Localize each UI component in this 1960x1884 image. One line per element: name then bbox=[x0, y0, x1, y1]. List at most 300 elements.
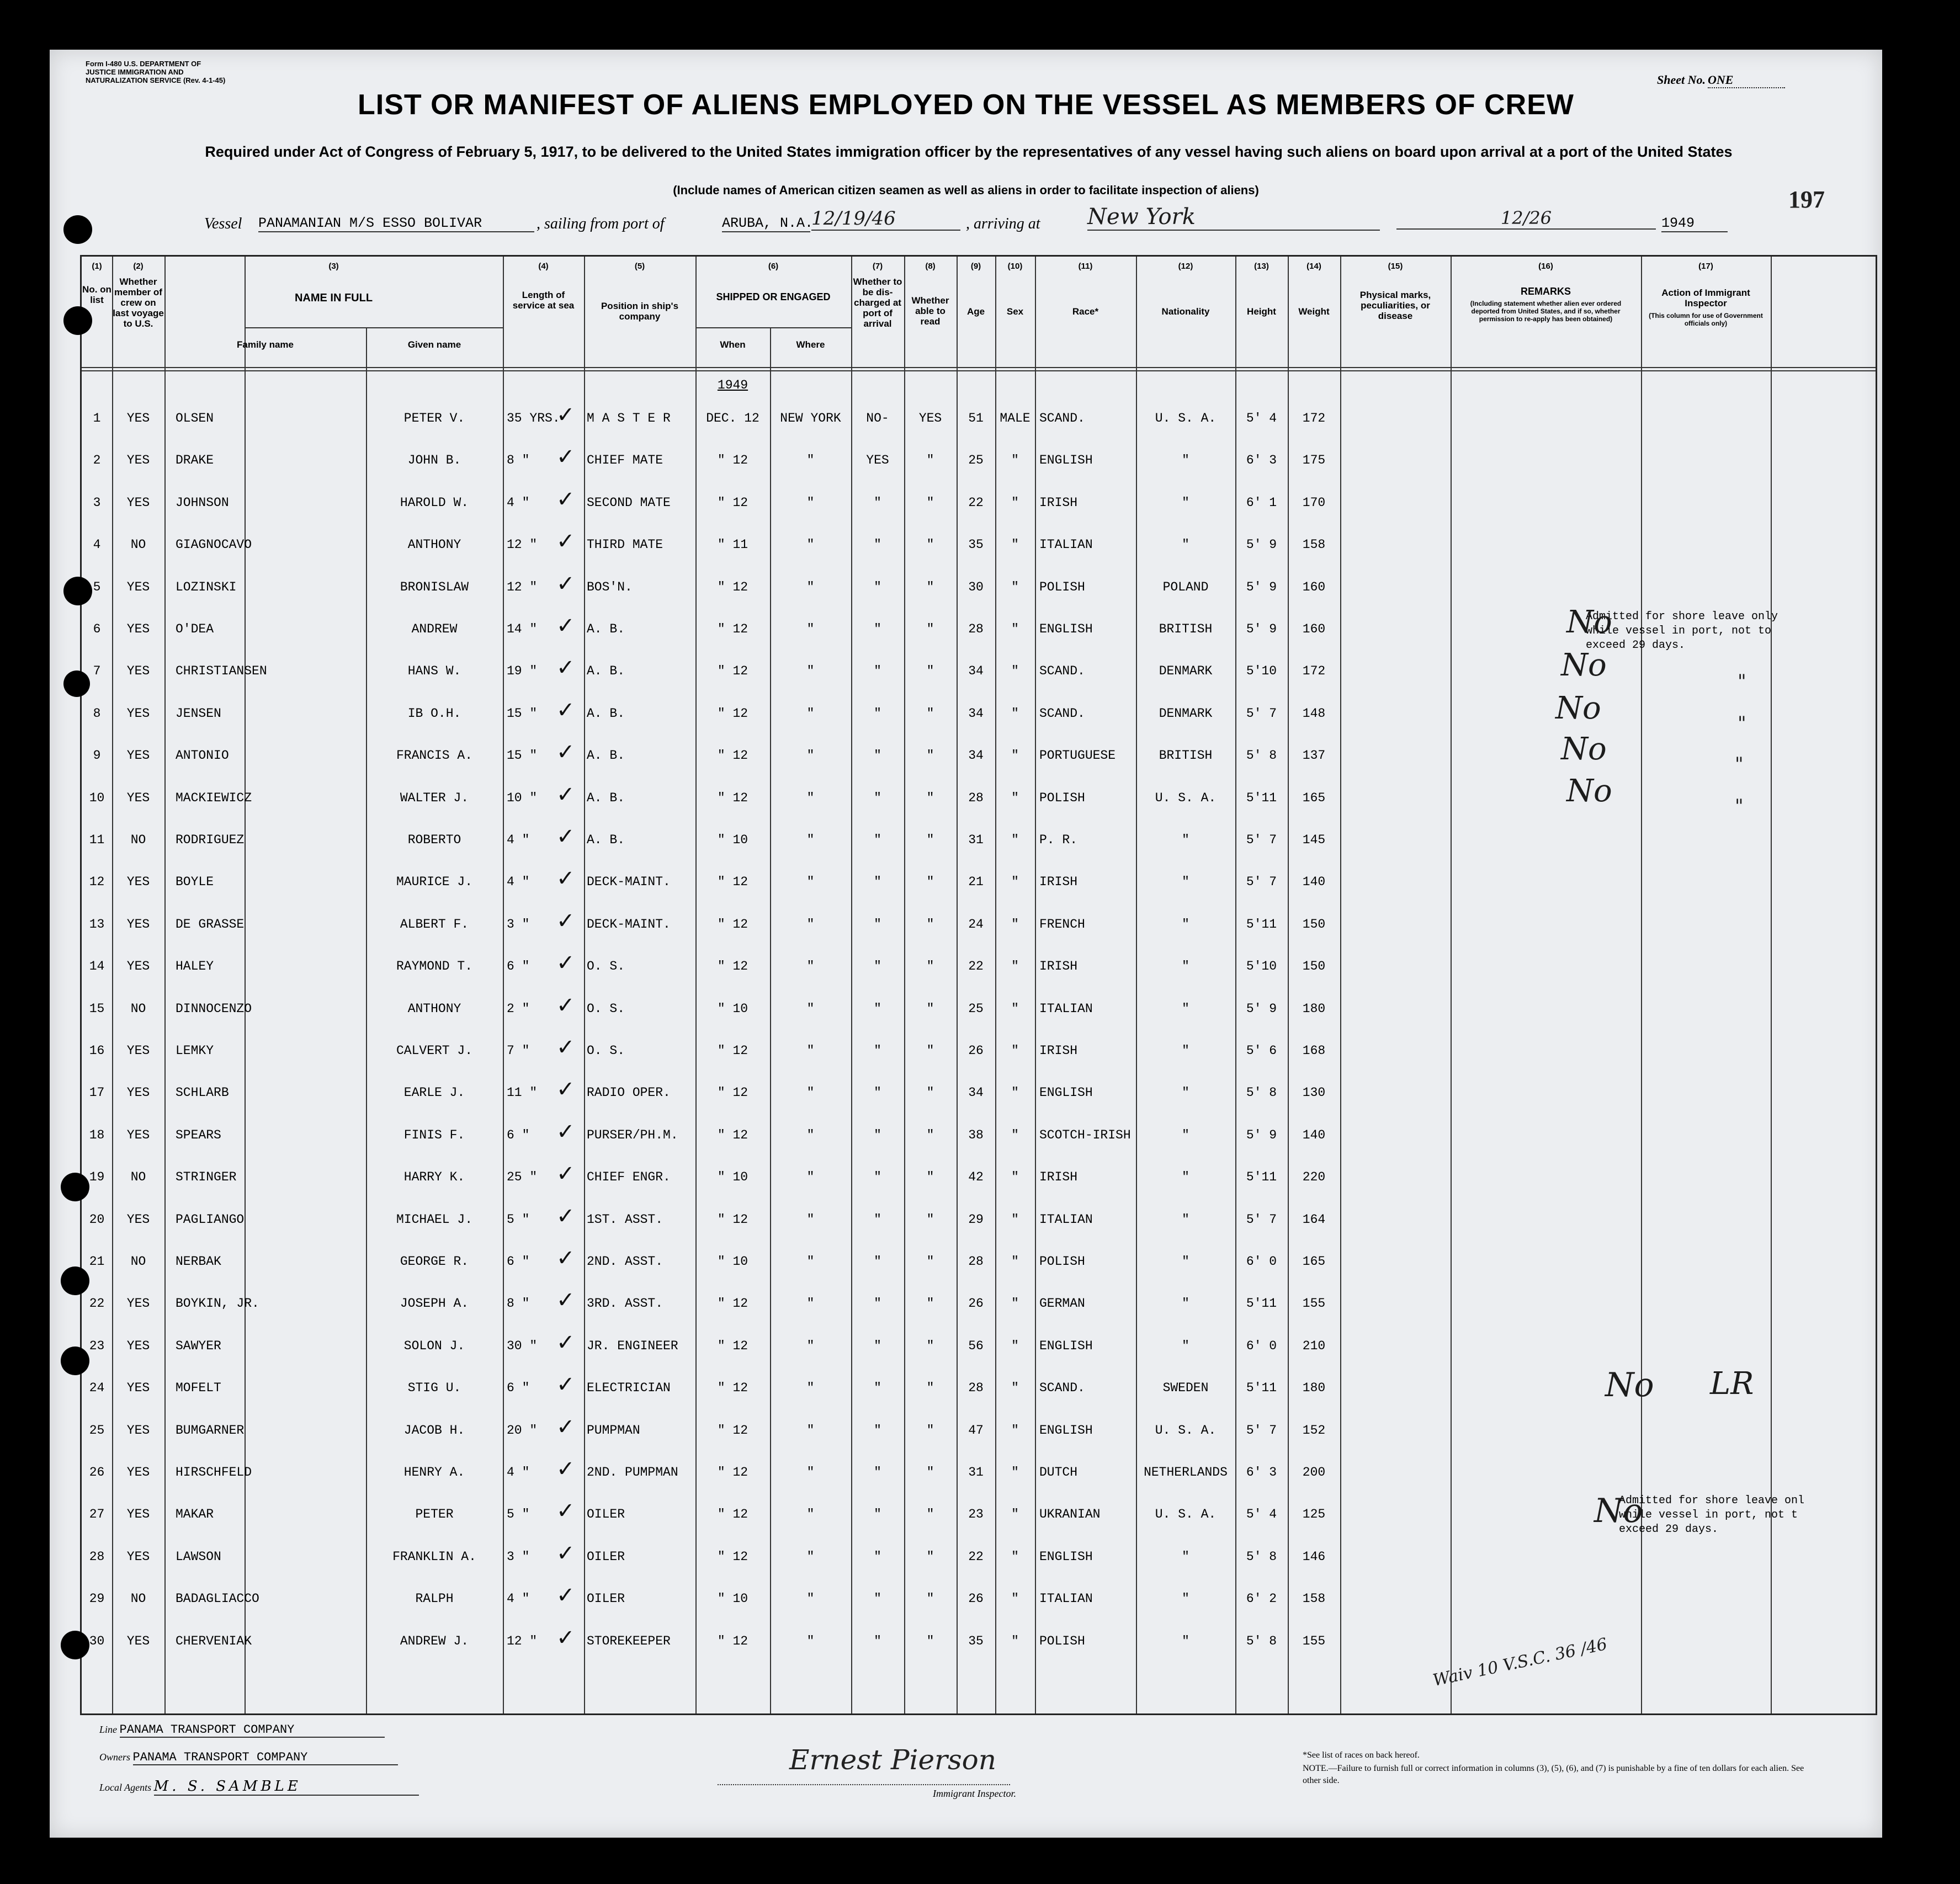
cell-no: 26 bbox=[89, 1465, 105, 1479]
cell-given: GEORGE R. bbox=[400, 1254, 469, 1269]
cell-no: 11 bbox=[89, 833, 105, 847]
cell-given: STIG U. bbox=[407, 1381, 461, 1395]
footer-line-value: PANAMA TRANSPORT COMPANY bbox=[120, 1723, 385, 1738]
cell-read: " bbox=[926, 833, 934, 847]
col3-given-label: Given name bbox=[407, 339, 461, 350]
cell-where: " bbox=[806, 833, 815, 847]
check-mark-icon: ✓ bbox=[556, 444, 575, 470]
cell-discharged: " bbox=[874, 1044, 881, 1058]
cell-read: " bbox=[926, 664, 934, 678]
cell-weight: 140 bbox=[1302, 875, 1326, 889]
cell-position: PUMPMAN bbox=[587, 1423, 640, 1438]
cell-discharged: " bbox=[874, 1254, 881, 1269]
col6-when-label: When bbox=[720, 339, 746, 350]
cell-nationality: U. S. A. bbox=[1155, 1507, 1217, 1521]
cell-discharged: " bbox=[874, 1296, 881, 1311]
arrival-date: 12/26 bbox=[1396, 207, 1656, 230]
cell-no: 4 bbox=[93, 537, 101, 552]
cell-age: 42 bbox=[968, 1170, 984, 1184]
cell-weight: 160 bbox=[1302, 580, 1326, 594]
cell-height: 5' 9 bbox=[1246, 622, 1277, 636]
cell-last: YES bbox=[126, 411, 150, 425]
check-mark-icon: ✓ bbox=[556, 782, 575, 807]
cell-age: 26 bbox=[968, 1044, 984, 1058]
cell-age: 31 bbox=[968, 833, 984, 847]
cell-sex: " bbox=[1011, 1170, 1019, 1184]
cell-race: IRISH bbox=[1039, 1044, 1078, 1058]
cell-height: 5' 4 bbox=[1246, 411, 1277, 425]
page-subnote: (Include names of American citizen seamen as well as aliens in order to facilitate inspection of aliens) bbox=[673, 183, 1259, 197]
cell-height: 5' 7 bbox=[1246, 833, 1277, 847]
cell-age: 25 bbox=[968, 1002, 984, 1016]
cell-weight: 146 bbox=[1302, 1550, 1326, 1564]
check-mark-icon: ✓ bbox=[556, 655, 575, 680]
cell-read: " bbox=[926, 537, 934, 552]
col14-number: (14) bbox=[1306, 262, 1321, 271]
cell-sex: " bbox=[1011, 748, 1019, 763]
cell-given: HENRY A. bbox=[403, 1465, 465, 1479]
cell-age: 26 bbox=[968, 1296, 984, 1311]
cell-position: CHIEF ENGR. bbox=[587, 1170, 671, 1184]
cell-when: " 11 bbox=[717, 537, 748, 552]
cell-weight: 180 bbox=[1302, 1002, 1326, 1016]
cell-given: ROBERTO bbox=[407, 833, 461, 847]
col16-label: REMARKS bbox=[1520, 286, 1571, 297]
cell-service: 4 " bbox=[507, 496, 530, 510]
cell-no: 7 bbox=[93, 664, 101, 678]
punch-hole bbox=[63, 670, 90, 697]
cell-read: " bbox=[926, 917, 934, 932]
cell-service: 15 " bbox=[507, 706, 538, 721]
cell-age: 56 bbox=[968, 1339, 984, 1353]
arrival-year: 1949 bbox=[1661, 215, 1728, 232]
cell-weight: 175 bbox=[1302, 453, 1326, 467]
cell-height: 5'11 bbox=[1246, 1170, 1277, 1184]
cell-weight: 172 bbox=[1302, 664, 1326, 678]
cell-race: ITALIAN bbox=[1039, 1002, 1093, 1016]
cell-no: 22 bbox=[89, 1296, 105, 1311]
cell-position: O. S. bbox=[587, 1044, 625, 1058]
cell-age: 34 bbox=[968, 1085, 984, 1100]
check-mark-icon: ✓ bbox=[556, 571, 575, 597]
cell-family: PAGLIANGO bbox=[176, 1212, 245, 1227]
cell-when: DEC. 12 bbox=[706, 411, 759, 425]
cell-no: 17 bbox=[89, 1085, 105, 1100]
cell-last: YES bbox=[126, 1128, 150, 1142]
cell-sex: " bbox=[1011, 1085, 1019, 1100]
cell-no: 18 bbox=[89, 1128, 105, 1142]
sheet-number-value: ONE bbox=[1708, 73, 1785, 88]
cell-read: YES bbox=[918, 411, 942, 425]
cell-nationality: " bbox=[1182, 1550, 1189, 1564]
cell-sex: " bbox=[1011, 1423, 1019, 1438]
cell-height: 5' 8 bbox=[1246, 1085, 1277, 1100]
cell-nationality: " bbox=[1182, 496, 1189, 510]
cell-weight: 172 bbox=[1302, 411, 1326, 425]
cell-weight: 140 bbox=[1302, 1128, 1326, 1142]
cell-read: " bbox=[926, 1128, 934, 1142]
cell-service: 6 " bbox=[507, 1381, 530, 1395]
punch-hole bbox=[63, 306, 92, 335]
cell-where: " bbox=[806, 1170, 815, 1184]
cell-service: 5 " bbox=[507, 1507, 530, 1521]
cell-family: JENSEN bbox=[176, 706, 221, 721]
cell-when: " 12 bbox=[717, 622, 748, 636]
cell-given: HAROLD W. bbox=[400, 496, 469, 510]
check-mark-icon: ✓ bbox=[556, 1498, 575, 1524]
cell-last: YES bbox=[126, 1085, 150, 1100]
remark-ditto-mark: " bbox=[1735, 753, 1744, 775]
cell-nationality: U. S. A. bbox=[1155, 411, 1217, 425]
cell-family: RODRIGUEZ bbox=[176, 833, 245, 847]
cell-where: " bbox=[806, 580, 815, 594]
cell-when: " 10 bbox=[717, 1592, 748, 1606]
cell-age: 28 bbox=[968, 1254, 984, 1269]
cell-family: HIRSCHFELD bbox=[176, 1465, 252, 1479]
check-mark-icon: ✓ bbox=[556, 1583, 575, 1608]
cell-race: POLISH bbox=[1039, 1634, 1085, 1648]
cell-age: 29 bbox=[968, 1212, 984, 1227]
cell-last: YES bbox=[126, 706, 150, 721]
cell-read: " bbox=[926, 1044, 934, 1058]
cell-discharged: " bbox=[874, 791, 881, 805]
cell-family: MACKIEWICZ bbox=[176, 791, 252, 805]
cell-height: 5' 9 bbox=[1246, 1002, 1277, 1016]
col17-number: (17) bbox=[1698, 262, 1713, 271]
cell-age: 35 bbox=[968, 1634, 984, 1648]
cell-height: 5'10 bbox=[1246, 959, 1277, 973]
cell-race: P. R. bbox=[1039, 833, 1078, 847]
cell-family: CHERVENIAK bbox=[176, 1634, 252, 1648]
cell-last: NO bbox=[130, 1254, 146, 1269]
cell-race: FRENCH bbox=[1039, 917, 1085, 932]
cell-no: 27 bbox=[89, 1507, 105, 1521]
cell-nationality: " bbox=[1182, 833, 1189, 847]
check-mark-icon: ✓ bbox=[556, 1035, 575, 1060]
cell-discharged: " bbox=[874, 875, 881, 889]
cell-where: NEW YORK bbox=[780, 411, 841, 425]
cell-read: " bbox=[926, 580, 934, 594]
cell-no: 10 bbox=[89, 791, 105, 805]
cell-no: 16 bbox=[89, 1044, 105, 1058]
cell-family: JOHNSON bbox=[176, 496, 229, 510]
cell-nationality: U. S. A. bbox=[1155, 1423, 1217, 1438]
check-mark-icon: ✓ bbox=[556, 1625, 575, 1651]
cell-nationality: " bbox=[1182, 1128, 1189, 1142]
cell-age: 31 bbox=[968, 1465, 984, 1479]
cell-no: 28 bbox=[89, 1550, 105, 1564]
cell-family: SCHLARB bbox=[176, 1085, 229, 1100]
check-mark-icon: ✓ bbox=[556, 1287, 575, 1313]
cell-when: " 12 bbox=[717, 1296, 748, 1311]
col14-label: Weight bbox=[1298, 306, 1330, 317]
cell-position: A. B. bbox=[587, 791, 625, 805]
col9-label: Age bbox=[966, 306, 985, 317]
cell-read: " bbox=[926, 748, 934, 763]
check-mark-icon: ✓ bbox=[556, 1119, 575, 1145]
cell-height: 5'10 bbox=[1246, 664, 1277, 678]
cell-age: 35 bbox=[968, 537, 984, 552]
cell-race: ENGLISH bbox=[1039, 1085, 1093, 1100]
cell-read: " bbox=[926, 1634, 934, 1648]
cell-where: " bbox=[806, 1507, 815, 1521]
cell-nationality: DENMARK bbox=[1159, 706, 1213, 721]
cell-discharged: " bbox=[874, 1423, 881, 1438]
check-mark-icon: ✓ bbox=[556, 529, 575, 554]
cell-when: " 12 bbox=[717, 1634, 748, 1648]
cell-sex: " bbox=[1011, 959, 1019, 973]
cell-nationality: " bbox=[1182, 917, 1189, 932]
cell-read: " bbox=[926, 1381, 934, 1395]
cell-height: 5'11 bbox=[1246, 791, 1277, 805]
page-title: LIST OR MANIFEST OF ALIENS EMPLOYED ON THE VESSEL AS MEMBERS OF CREW bbox=[358, 89, 1574, 121]
cell-age: 28 bbox=[968, 1381, 984, 1395]
cell-height: 6' 3 bbox=[1246, 453, 1277, 467]
cell-service: 12 " bbox=[507, 1634, 538, 1648]
check-mark-icon: ✓ bbox=[556, 908, 575, 934]
cell-age: 34 bbox=[968, 748, 984, 763]
cell-no: 20 bbox=[89, 1212, 105, 1227]
col5-label: Position in ship's company bbox=[601, 301, 679, 322]
cell-position: OILER bbox=[587, 1592, 625, 1606]
cell-position: DECK-MAINT. bbox=[587, 875, 671, 889]
cell-sex: " bbox=[1011, 706, 1019, 721]
cell-discharged: " bbox=[874, 1381, 881, 1395]
cell-last: YES bbox=[126, 791, 150, 805]
cell-age: 22 bbox=[968, 496, 984, 510]
cell-service: 10 " bbox=[507, 791, 538, 805]
cell-no: 1 bbox=[93, 411, 101, 425]
page-subtitle: Required under Act of Congress of February 5, 1917, to be delivered to the United States immigration officer by the representatives of any vessel having such aliens on board upon arrival at a port of the United States bbox=[205, 143, 1733, 160]
cell-service: 15 " bbox=[507, 748, 538, 763]
cell-service: 11 " bbox=[507, 1085, 538, 1100]
remark-no-mark: No bbox=[1561, 647, 1607, 683]
cell-when: " 12 bbox=[717, 875, 748, 889]
col11-label: Race* bbox=[1072, 306, 1099, 317]
cell-service: 35 YRS. bbox=[507, 411, 560, 425]
cell-given: MAURICE J. bbox=[396, 875, 473, 889]
cell-service: 30 " bbox=[507, 1339, 538, 1353]
cell-sex: " bbox=[1011, 791, 1019, 805]
cell-service: 8 " bbox=[507, 453, 530, 467]
cell-discharged: " bbox=[874, 1507, 881, 1521]
cell-family: ANTONIO bbox=[176, 748, 229, 763]
cell-position: A. B. bbox=[587, 748, 625, 763]
cell-no: 5 bbox=[93, 580, 101, 594]
cell-race: POLISH bbox=[1039, 580, 1085, 594]
col10-number: (10) bbox=[1007, 262, 1023, 271]
cell-last: YES bbox=[126, 1044, 150, 1058]
sheet-number bbox=[1657, 73, 1785, 88]
check-mark-icon: ✓ bbox=[556, 1414, 575, 1440]
cell-sex: " bbox=[1011, 1381, 1019, 1395]
cell-no: 8 bbox=[93, 706, 101, 721]
cell-nationality: POLAND bbox=[1162, 580, 1209, 594]
cell-height: 5' 8 bbox=[1246, 1550, 1277, 1564]
cell-weight: 164 bbox=[1302, 1212, 1326, 1227]
penalty-note: NOTE.—Failure to furnish full or correct information in columns (3), (5), (6), and (7) is punishable by a fine of ten dollars for each alien. See other side. bbox=[1303, 1764, 1804, 1785]
cell-nationality: " bbox=[1182, 875, 1189, 889]
cell-family: BUMGARNER bbox=[176, 1423, 245, 1438]
cell-given: PETER bbox=[415, 1507, 454, 1521]
col1-label: No. on list bbox=[82, 284, 111, 305]
cell-race: ITALIAN bbox=[1039, 1592, 1093, 1606]
cell-no: 9 bbox=[93, 748, 101, 763]
cell-when: " 12 bbox=[717, 1044, 748, 1058]
check-mark-icon: ✓ bbox=[556, 739, 575, 765]
cell-height: 5' 7 bbox=[1246, 875, 1277, 889]
vessel-label: Vessel bbox=[204, 215, 242, 232]
cell-service: 2 " bbox=[507, 1002, 530, 1016]
cell-age: 21 bbox=[968, 875, 984, 889]
inspector-signature: Ernest Pierson bbox=[789, 1744, 996, 1776]
cell-family: GIAGNOCAVO bbox=[176, 537, 252, 552]
cell-race: IRISH bbox=[1039, 1170, 1078, 1184]
check-mark-icon: ✓ bbox=[556, 1372, 575, 1397]
cell-position: STOREKEEPER bbox=[587, 1634, 671, 1648]
cell-given: FRANCIS A. bbox=[396, 748, 473, 763]
cell-age: 24 bbox=[968, 917, 984, 932]
form-identifier: Form I-480 U.S. DEPARTMENT OF JUSTICE IMMIGRATION AND NATURALIZATION SERVICE (Rev. 4-1-45) bbox=[86, 60, 226, 84]
cell-weight: 150 bbox=[1302, 959, 1326, 973]
check-mark-icon: ✓ bbox=[556, 698, 575, 723]
cell-race: SCAND. bbox=[1039, 706, 1085, 721]
cell-when: " 12 bbox=[717, 496, 748, 510]
cell-discharged: " bbox=[874, 748, 881, 763]
footer-agents-value: M. S. SAMBLE bbox=[154, 1778, 419, 1796]
cell-discharged: " bbox=[874, 622, 881, 636]
cell-height: 5' 8 bbox=[1246, 748, 1277, 763]
punch-hole bbox=[61, 1266, 89, 1295]
remark-ditto-mark: " bbox=[1735, 795, 1744, 817]
manifest-sheet bbox=[50, 50, 1882, 1838]
cell-position: A. B. bbox=[587, 706, 625, 721]
cell-last: YES bbox=[126, 875, 150, 889]
cell-family: NERBAK bbox=[176, 1254, 221, 1269]
cell-discharged: " bbox=[874, 1339, 881, 1353]
cell-read: " bbox=[926, 1339, 934, 1353]
cell-where: " bbox=[806, 1550, 815, 1564]
cell-discharged: " bbox=[874, 1002, 881, 1016]
sailing-label: , sailing from port of bbox=[537, 215, 665, 232]
cell-given: ALBERT F. bbox=[400, 917, 469, 932]
cell-family: DRAKE bbox=[176, 453, 214, 467]
footer-owners-label: Owners bbox=[99, 1752, 131, 1763]
cell-sex: " bbox=[1011, 537, 1019, 552]
cell-when: " 12 bbox=[717, 1465, 748, 1479]
cell-where: " bbox=[806, 706, 815, 721]
cell-service: 6 " bbox=[507, 1128, 530, 1142]
check-mark-icon: ✓ bbox=[556, 1077, 575, 1102]
cell-discharged: " bbox=[874, 1634, 881, 1648]
cell-where: " bbox=[806, 622, 815, 636]
cell-age: 28 bbox=[968, 791, 984, 805]
cell-age: 51 bbox=[968, 411, 984, 425]
cell-service: 19 " bbox=[507, 664, 538, 678]
cell-age: 26 bbox=[968, 1592, 984, 1606]
remark-ditto-mark: " bbox=[1738, 670, 1746, 693]
cell-last: NO bbox=[130, 833, 146, 847]
cell-weight: 165 bbox=[1302, 1254, 1326, 1269]
cell-no: 12 bbox=[89, 875, 105, 889]
check-mark-icon: ✓ bbox=[556, 824, 575, 849]
cell-height: 5' 7 bbox=[1246, 706, 1277, 721]
cell-sex: " bbox=[1011, 1212, 1019, 1227]
col5-number: (5) bbox=[634, 262, 645, 271]
cell-age: 22 bbox=[968, 1550, 984, 1564]
cell-when: " 12 bbox=[717, 1339, 748, 1353]
cell-no: 23 bbox=[89, 1339, 105, 1353]
cell-service: 4 " bbox=[507, 875, 530, 889]
cell-race: ITALIAN bbox=[1039, 1212, 1093, 1227]
check-mark-icon: ✓ bbox=[556, 1246, 575, 1271]
cell-discharged: YES bbox=[866, 453, 889, 467]
cell-age: 34 bbox=[968, 706, 984, 721]
col7-label: Whether to be dis-charged at port of arrival bbox=[853, 276, 902, 329]
cell-given: RALPH bbox=[415, 1592, 454, 1606]
check-mark-icon: ✓ bbox=[556, 1204, 575, 1229]
cell-service: 6 " bbox=[507, 1254, 530, 1269]
cell-position: RADIO OPER. bbox=[587, 1085, 671, 1100]
cell-discharged: " bbox=[874, 1170, 881, 1184]
cell-height: 6' 1 bbox=[1246, 496, 1277, 510]
remark-shore-leave-2: Admitted for shore leave onl while vessel in port, not t exceed 29 days. bbox=[1619, 1494, 1805, 1536]
cell-position: M A S T E R bbox=[587, 411, 671, 425]
cell-sex: " bbox=[1011, 1254, 1019, 1269]
col3-label: NAME IN FULL bbox=[294, 292, 373, 304]
cell-when: " 12 bbox=[717, 580, 748, 594]
cell-weight: 210 bbox=[1302, 1339, 1326, 1353]
punch-hole bbox=[61, 1347, 89, 1375]
col2-label: Whether member of crew on last voyage to U.S. bbox=[113, 276, 164, 329]
cell-weight: 125 bbox=[1302, 1507, 1326, 1521]
cell-last: YES bbox=[126, 1634, 150, 1648]
cell-no: 24 bbox=[89, 1381, 105, 1395]
col4-number: (4) bbox=[538, 262, 549, 271]
cell-weight: 200 bbox=[1302, 1465, 1326, 1479]
cell-where: " bbox=[806, 1634, 815, 1648]
cell-discharged: " bbox=[874, 917, 881, 932]
cell-position: 3RD. ASST. bbox=[587, 1296, 663, 1311]
signature-line bbox=[718, 1784, 1010, 1785]
cell-race: IRISH bbox=[1039, 959, 1078, 973]
cell-position: PURSER/PH.M. bbox=[587, 1128, 678, 1142]
cell-given: RAYMOND T. bbox=[396, 959, 473, 973]
cell-sex: " bbox=[1011, 1507, 1019, 1521]
footer-owners-value: PANAMA TRANSPORT COMPANY bbox=[133, 1750, 398, 1765]
cell-given: HANS W. bbox=[407, 664, 461, 678]
cell-discharged: " bbox=[874, 1465, 881, 1479]
cell-height: 5' 9 bbox=[1246, 1128, 1277, 1142]
col17-label: Action of Immigrant Inspector bbox=[1661, 288, 1750, 308]
cell-position: SECOND MATE bbox=[587, 496, 671, 510]
check-mark-icon: ✓ bbox=[556, 1161, 575, 1186]
footer-agents-label: Local Agents bbox=[99, 1782, 152, 1793]
cell-age: 30 bbox=[968, 580, 984, 594]
cell-given: FINIS F. bbox=[403, 1128, 465, 1142]
cell-weight: 160 bbox=[1302, 622, 1326, 636]
cell-read: " bbox=[926, 622, 934, 636]
cell-position: 2ND. PUMPMAN bbox=[587, 1465, 678, 1479]
cell-where: " bbox=[806, 959, 815, 973]
cell-last: YES bbox=[126, 496, 150, 510]
cell-height: 6' 0 bbox=[1246, 1339, 1277, 1353]
cell-given: EARLE J. bbox=[403, 1085, 465, 1100]
cell-when: " 10 bbox=[717, 1002, 748, 1016]
cell-weight: 148 bbox=[1302, 706, 1326, 721]
col17-sublabel: (This column for use of Government officials only) bbox=[1649, 312, 1763, 327]
cell-where: " bbox=[806, 1465, 815, 1479]
